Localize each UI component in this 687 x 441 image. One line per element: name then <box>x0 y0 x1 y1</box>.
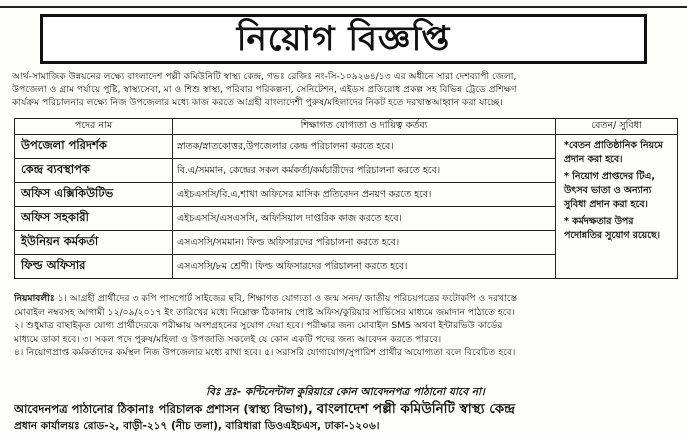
table-header-row <box>15 119 678 135</box>
job-posts-table <box>14 118 678 279</box>
rules-line: মাধ্যমে ডাকা হবে। ৩। সকল পদে পুরুষ/মহিলা ও উপজাতি সকলেই যে কোন একটি পদের জন্য আবেদন করতে পারবে। <box>14 333 442 345</box>
post-name: ফিল্ড অফিসার <box>15 255 173 279</box>
post-qualification: বি.এ/সমমান, কেন্দ্রের সকল কর্মকর্তা/কর্মচারীদের পরিচালনা করতে হবে। <box>173 159 556 183</box>
post-name: ইউনিয়ন কর্মকর্তা <box>15 231 173 255</box>
title-box <box>40 14 647 64</box>
previous-ad-cut-edge <box>0 0 687 8</box>
table-row <box>15 135 678 159</box>
notice-title: নিয়োগ বিজ্ঞপ্তি <box>236 19 451 59</box>
rules-label: নিয়মাবলীঃ <box>14 293 55 304</box>
post-qualification: এসএসসি/৮ম শ্রেণী। ফিল্ড অফিসারদের পরিচালনা করতে হবে। <box>173 255 556 279</box>
address-label: আবেদনপত্র পাঠানোর ঠিকানাঃ <box>14 402 155 416</box>
intro-line: উপজেলা ও গ্রাম পর্যায়ে পুষ্টি, স্বাস্থ্যসেবা, মা ও শিশু স্বাস্থ্য, পরিবার পরিকল্পনা, সেনিটেশন, এইডস প্রতিরোধ প্রকল্প সহ বিভিন্ন ট্রেডে প্রশিক্ষণ <box>12 84 517 95</box>
post-qualification: এইচএসসি/বি.এ,শাখা অফিসের মাসিক প্রতিবেদন প্রনয়ণ করতে হবে। <box>173 183 556 207</box>
organization-name: বাংলাদেশ পল্লী কমিউনিটি স্বাস্থ্য কেন্দ্র <box>316 401 516 417</box>
office-address: প্রধান কার্যালয়ঃ রোড-২, বাড়ী-২১৭ (নীচ তলা), বারিধারা ডিওএইচএস, ঢাকা-১২০৬। <box>14 420 380 432</box>
special-note: বিঃ দ্রঃ- কন্টিনেন্টাল কুরিয়ারে কোন আবেদনপত্র পাঠানো যাবে না। <box>206 386 485 398</box>
address-recipient: পরিচালক প্রশাসন (স্বাস্থ্য বিভাগ), <box>158 402 313 416</box>
post-qualification: স্নাতক/স্নাতকোত্তর,উপজেলার কেন্দ্র পরিচালনা করতে হবে। <box>173 135 556 159</box>
address-line <box>14 400 677 418</box>
post-name: উপজেলা পরিদর্শক <box>15 135 173 159</box>
header-salary: বেতন/ সুবিধা <box>556 119 678 135</box>
rules-line: মোবাইল নম্বরসহ আগামী ১২/০৯/২০১৭ ইং তারিখের মধ্যে নিম্নোক্ত ঠিকানায় পোষ্ট অফিস/কুরিয়ার সার্ভিসের মাধ্যমে জমাদান পাঠাতে হবে। <box>14 306 515 318</box>
post-qualification: এসএসসি/সমমান। ফিল্ড অফিসারদের পরিচালনা করতে হবে। <box>173 231 556 255</box>
post-qualification: এইচএসসি/এসএসসি, অফিসিয়াল দাপ্তরিক কাজ করতে হবে। <box>173 207 556 231</box>
rules-line: ৪। নিয়োগপ্রাপ্ত কর্মকর্তাদের কর্মস্থল নিজ উপজেলার মধ্যে রাখা হবে। ৫। সরাসরি যোগাযোগ/সুপারিশ প্রার্থীর অযোগ্যতা বলে বিবেচিত হবে। <box>14 347 516 358</box>
post-name: অফিস এক্সিকিউটিভ <box>15 183 173 207</box>
salary-note: *বেতন প্রাতিষ্ঠানিক নিয়মে প্রদান করা হবে। <box>564 140 663 165</box>
rules-section <box>14 292 677 360</box>
rules-line: ২। শুধুমাত্র বাছাইকৃত যোগ্য প্রার্থীদেরকে পরীক্ষায় অংশগ্রহনের সুযোগ দেয়া হবে। পরীক্ষার জন্য মোবাইল SMS অথবা ইন্টারভিউ কার্ডের <box>14 320 503 331</box>
post-name: অফিস সহকারী <box>15 207 173 231</box>
intro-line: কার্যক্রম পরিচালনার লক্ষ্যে নিজ উপজেলার মধ্যে কাজ করতে আগ্রহী বাংলাদেশী পুরুষ/মহিলাদের নিকট হতে দরখাস্তআহ্বান করা যাচ্ছে। <box>12 97 503 108</box>
intro-paragraph <box>12 70 677 109</box>
rules-line <box>14 292 677 306</box>
post-name: কেন্দ্র ব্যবস্থাপক <box>15 159 173 183</box>
salary-benefits-cell <box>556 135 678 279</box>
intro-line: আর্থ-সামাজিক উন্নয়নের লক্ষ্যে বাংলাদেশ পল্লী কমিউনিটি স্বাস্থ্য কেন্দ্র, গভঃ রেজিঃ নং-সি-১০৯২৬৪/১৩ এর অধীনে সারা দেশব্যাপী জেলা, <box>12 71 517 82</box>
application-address <box>14 400 677 434</box>
header-post: পদের নাম <box>15 119 173 135</box>
salary-note: * নিয়োগ প্রাপ্তদের টিএ, উৎসব ভাতা ও অন্যান্য সুবিধা প্রদান করা হবে। <box>564 171 655 210</box>
header-qualification: শিক্ষাগত যোগ্যতা ও দায়িত্ব কর্তব্য <box>173 119 556 135</box>
salary-note: * কর্মদক্ষতার উপর পদোন্নতির সুযোগ রয়েছে। <box>564 216 660 241</box>
rule-text: ১। আগ্রহী প্রার্থীদের ৩ কপি পাসপোর্ট সাইজের ছবি, শিক্ষাগত যোগ্যতা ও জন্ম সনদ/ জাতীয় পরিচয়পত্রের ফটোকপি ও দরখাস্তে <box>57 293 518 304</box>
